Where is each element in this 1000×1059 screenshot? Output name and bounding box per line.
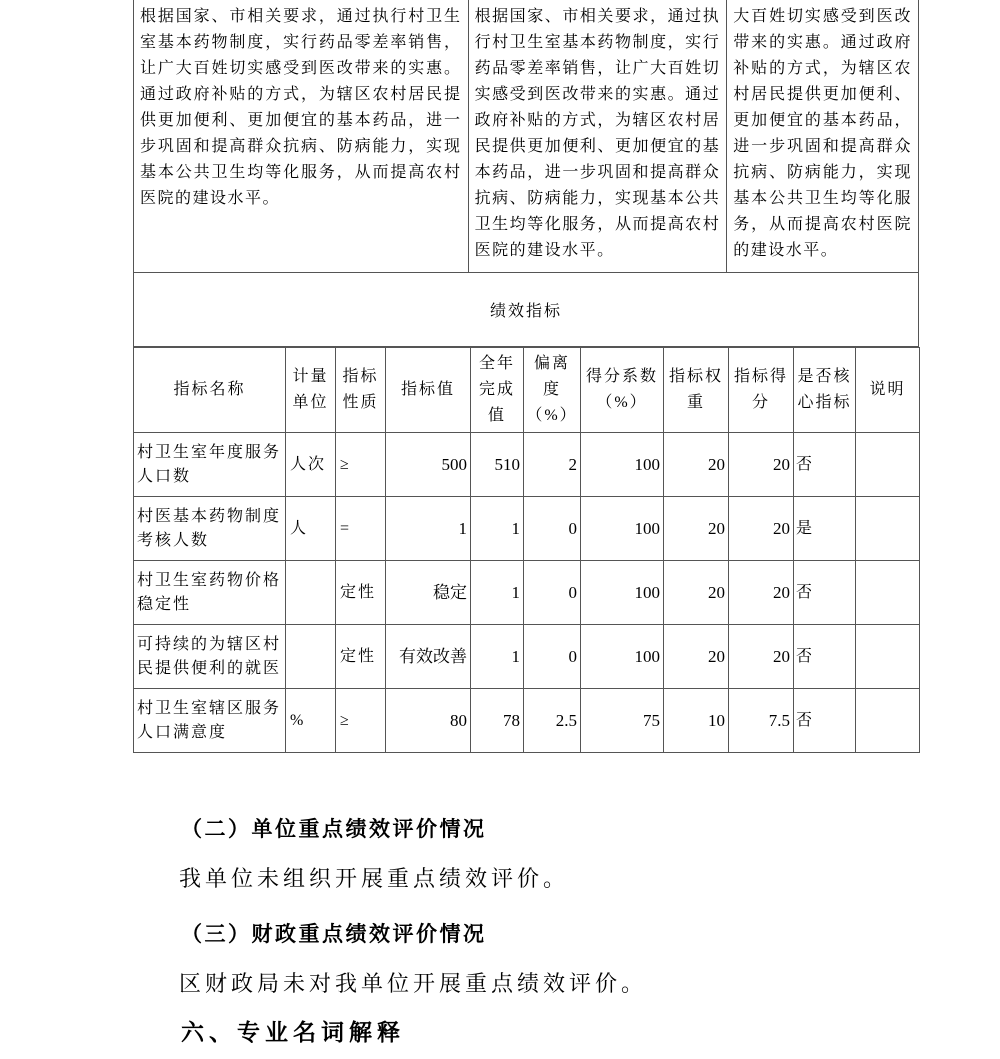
table-continuation-row (133, 0, 919, 273)
cell-annual-completion: 78 (471, 689, 524, 753)
cell-nature: ≥ (336, 689, 386, 753)
cell-is-core: 否 (794, 561, 856, 625)
subsection-heading-2: （二）单位重点绩效评价情况 (181, 817, 487, 841)
cell-nature: 定性 (336, 625, 386, 689)
cell-note (856, 625, 920, 689)
cell-score: 7.5 (729, 689, 794, 753)
cell-is-core: 否 (794, 689, 856, 753)
cell-target-value: 有效改善 (386, 625, 471, 689)
cell-weight: 10 (664, 689, 729, 753)
performance-section-title: 绩效指标 (133, 273, 919, 347)
cell-score-coefficient: 100 (581, 625, 664, 689)
performance-indicators-table (133, 347, 920, 753)
cell-note (856, 689, 920, 753)
table-row (134, 497, 920, 561)
cell-nature: 定性 (336, 561, 386, 625)
col-header-score: 指标得分 (729, 348, 794, 433)
cell-score: 20 (729, 433, 794, 497)
cell-unit: % (286, 689, 336, 753)
continuation-cell-1: 根据国家、市相关要求，通过执行村卫生室基本药物制度，实行药品零差率销售，让广大百姓切实感受到医改带来的实惠。通过政府补贴的方式，为辖区农村居民提供更加便利、更加便宜的基本药品，进一步巩固和提高群众抗病、防病能力，实现基本公共卫生均等化服务，从而提高农村医院的建设水平。 (134, 0, 469, 272)
cell-target-value: 500 (386, 433, 471, 497)
footer-sections (133, 752, 919, 1047)
col-header-note: 说明 (856, 348, 920, 433)
cell-indicator-name: 村卫生室辖区服务人口满意度 (134, 689, 286, 753)
cell-note (856, 433, 920, 497)
cell-is-core: 否 (794, 625, 856, 689)
cell-unit: 人 (286, 497, 336, 561)
cell-annual-completion: 510 (471, 433, 524, 497)
col-header-is-core: 是否核心指标 (794, 348, 856, 433)
continuation-cell-3: 大百姓切实感受到医改带来的实惠。通过政府补贴的方式，为辖区农村居民提供更加便利、更加便宜的基本药品，进一步巩固和提高群众抗病、防病能力，实现基本公共卫生均等化服务，从而提高农村医院的建设水平。 (727, 0, 919, 272)
table-row (134, 433, 920, 497)
cell-score: 20 (729, 625, 794, 689)
cell-deviation: 0 (524, 625, 581, 689)
cell-weight: 20 (664, 497, 729, 561)
subsection-2-paragraph: 我单位未组织开展重点绩效评价。 (179, 866, 570, 891)
cell-indicator-name: 村医基本药物制度考核人数 (134, 497, 286, 561)
cell-score-coefficient: 100 (581, 561, 664, 625)
cell-deviation: 0 (524, 561, 581, 625)
cell-score-coefficient: 100 (581, 497, 664, 561)
cell-unit (286, 561, 336, 625)
cell-score-coefficient: 75 (581, 689, 664, 753)
cell-deviation: 2 (524, 433, 581, 497)
cell-target-value: 1 (386, 497, 471, 561)
table-row (134, 561, 920, 625)
cell-deviation: 0 (524, 497, 581, 561)
cell-target-value: 80 (386, 689, 471, 753)
cell-annual-completion: 1 (471, 561, 524, 625)
col-header-indicator-name: 指标名称 (134, 348, 286, 433)
cell-weight: 20 (664, 561, 729, 625)
section-6-heading: 六、专业名词解释 (181, 1019, 405, 1045)
cell-note (856, 561, 920, 625)
cell-unit (286, 625, 336, 689)
cell-score-coefficient: 100 (581, 433, 664, 497)
cell-score: 20 (729, 561, 794, 625)
col-header-weight: 指标权重 (664, 348, 729, 433)
cell-indicator-name: 村卫生室年度服务人口数 (134, 433, 286, 497)
cell-nature: = (336, 497, 386, 561)
cell-note (856, 497, 920, 561)
cell-is-core: 否 (794, 433, 856, 497)
subsection-heading-3: （三）财政重点绩效评价情况 (181, 922, 487, 946)
cell-unit: 人次 (286, 433, 336, 497)
col-header-target-value: 指标值 (386, 348, 471, 433)
cell-target-value: 稳定 (386, 561, 471, 625)
col-header-nature: 指标性质 (336, 348, 386, 433)
cell-annual-completion: 1 (471, 497, 524, 561)
cell-score: 20 (729, 497, 794, 561)
col-header-unit: 计量单位 (286, 348, 336, 433)
cell-weight: 20 (664, 433, 729, 497)
cell-indicator-name: 可持续的为辖区村民提供便利的就医 (134, 625, 286, 689)
col-header-score-coefficient: 得分系数（%） (581, 348, 664, 433)
cell-annual-completion: 1 (471, 625, 524, 689)
cell-is-core: 是 (794, 497, 856, 561)
continuation-cell-2: 根据国家、市相关要求，通过执行村卫生室基本药物制度，实行药品零差率销售，让广大百姓切实感受到医改带来的实惠。通过政府补贴的方式，为辖区农村居民提供更加便利、更加便宜的基本药品，进一步巩固和提高群众抗病、防病能力，实现基本公共卫生均等化服务，从而提高农村医院的建设水平。 (469, 0, 728, 272)
subsection-3-paragraph: 区财政局未对我单位开展重点绩效评价。 (179, 971, 648, 996)
cell-indicator-name: 村卫生室药物价格稳定性 (134, 561, 286, 625)
col-header-annual-completion: 全年完成值 (471, 348, 524, 433)
cell-weight: 20 (664, 625, 729, 689)
table-row (134, 625, 920, 689)
cell-nature: ≥ (336, 433, 386, 497)
cell-deviation: 2.5 (524, 689, 581, 753)
col-header-deviation: 偏离度（%） (524, 348, 581, 433)
header-row (134, 348, 920, 433)
table-row (134, 689, 920, 753)
